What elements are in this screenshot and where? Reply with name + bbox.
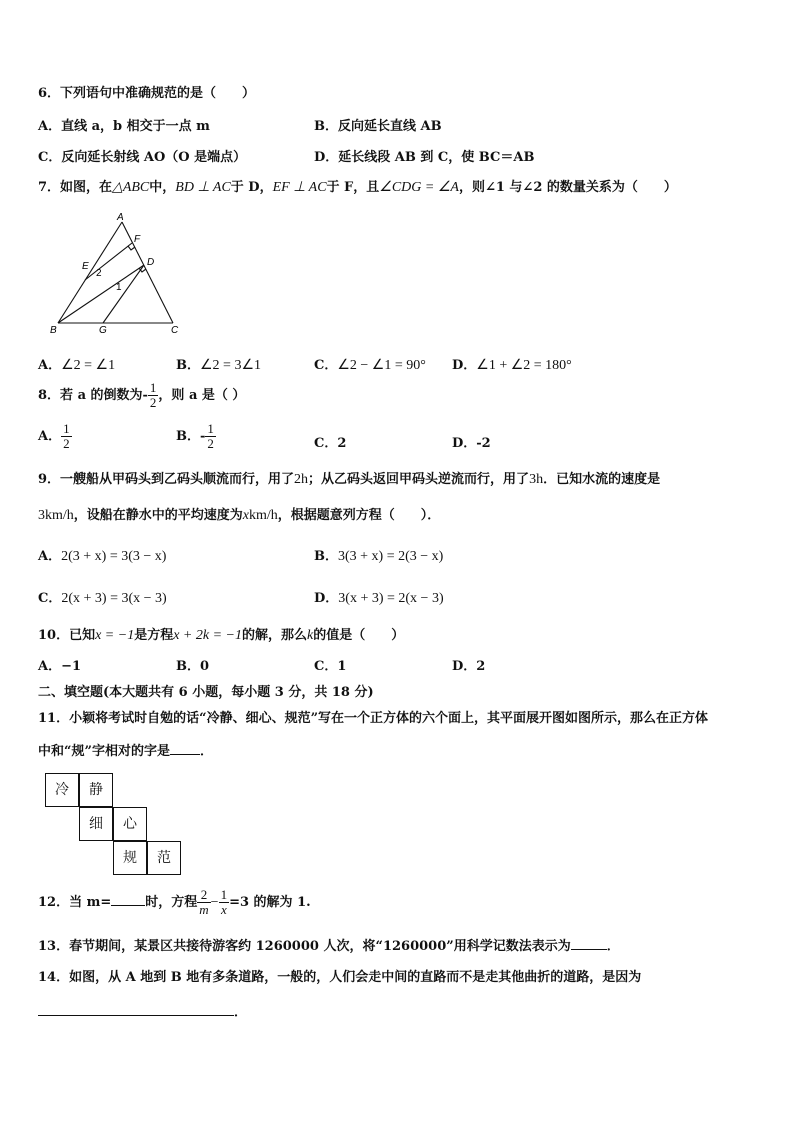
- q9-text-5: ，根据题意列方程（ ）．: [277, 508, 441, 523]
- q7-angle-cond: ∠CDG = ∠A: [379, 180, 459, 195]
- label-a: A: [117, 212, 124, 223]
- q6-option-c: C．反向延长射线 AO（O 是端点）: [38, 150, 247, 165]
- q10-equation: x + 2k = −1: [173, 628, 242, 643]
- q7-text-1: 7．如图，在: [38, 180, 113, 195]
- q8-option-a: [38, 422, 72, 451]
- q7-text-3: 于 D，: [230, 180, 273, 195]
- q7-b-math: ∠2 = 3∠1: [200, 358, 261, 373]
- q7-option-c: [314, 354, 426, 374]
- q7-triangle: △ABC: [112, 180, 150, 195]
- q9-stem-line1: [38, 468, 660, 488]
- q7-a-math: ∠2 = ∠1: [61, 358, 116, 373]
- q12-frac2-num: 1: [220, 887, 228, 902]
- segment-ef: [85, 243, 132, 280]
- q7-option-d: [452, 354, 572, 374]
- q9-time-2: 3h: [529, 472, 544, 487]
- label-b: B: [50, 325, 57, 336]
- q8-option-c: C．2: [314, 436, 347, 451]
- label-f: F: [134, 234, 141, 245]
- q10-cond: x = −1: [95, 628, 135, 643]
- q13-text-1: 13．春节期间，某景区共接待游客约 1260000 人次，将“1260000”用科学记数法表示为: [38, 939, 571, 954]
- section-2-heading: 二、填空题(本大题共有 6 小题，每小题 3 分，共 18 分): [38, 685, 374, 700]
- q11-text-b: ．: [199, 744, 213, 759]
- q8-text-1: 8．若 a 的倒数为-: [38, 388, 148, 403]
- q7-option-b: [176, 354, 261, 374]
- q10-option-a: A．−1: [38, 659, 82, 674]
- q8-a-letter: A．: [38, 429, 62, 444]
- q12-text-2: 时，方程: [145, 895, 198, 910]
- q8-text-2: ，则 a 是（ ）: [158, 388, 246, 403]
- q9-c-math: 2(x + 3) = 3(x − 3): [61, 591, 167, 606]
- q9-a-letter: A．: [38, 549, 62, 564]
- q10-option-d: D．2: [452, 659, 486, 674]
- net-cell-3: 细: [79, 807, 113, 841]
- q8-a-num: 1: [63, 421, 70, 436]
- q11-text-a: 中和“规”字相对的字是: [38, 744, 170, 759]
- q9-var: x: [242, 508, 250, 523]
- q7-option-a: [38, 354, 115, 374]
- q6-option-a: A．直线 a，b 相交于一点 m: [38, 119, 210, 134]
- q9-text-1: 9．一艘船从甲码头到乙码头顺流而行，用了: [38, 472, 295, 487]
- q9-text-4: ，设船在静水中的平均速度为: [73, 508, 243, 523]
- q7-text-4: 于 F，且: [326, 180, 380, 195]
- q8-b-fraction: [205, 422, 216, 451]
- label-e: E: [82, 261, 89, 272]
- q7-triangle-figure: [45, 208, 195, 338]
- q9-speed: 3km/h: [38, 508, 74, 523]
- q12-answer-blank[interactable]: [111, 905, 145, 906]
- net-cell-4: 心: [113, 807, 147, 841]
- q9-option-c: [38, 587, 167, 607]
- q7-c-letter: C．: [314, 358, 338, 373]
- q8-stem: [38, 381, 245, 410]
- side-ab: [58, 222, 122, 323]
- q8-frac-num: 1: [149, 380, 157, 395]
- q9-c-letter: C．: [38, 591, 62, 606]
- q12-text-3: =3 的解为 1.: [229, 895, 311, 910]
- q8-frac-den: 2: [149, 395, 157, 410]
- q9-option-b: [314, 545, 443, 565]
- q13-text-2: ．: [606, 939, 620, 954]
- q8-fraction: [148, 381, 159, 410]
- q10-text-3: 的解，那么: [242, 628, 308, 643]
- q7-text-2: 中，: [149, 180, 176, 195]
- q9-option-d: [314, 587, 444, 607]
- q14-stem-line2: [38, 1001, 247, 1020]
- q9-a-math: 2(3 + x) = 3(3 − x): [61, 549, 167, 564]
- q7-b-letter: B．: [176, 358, 200, 373]
- q14-answer-blank[interactable]: [38, 1015, 234, 1016]
- q7-bd-perp: BD ⊥ AC: [175, 180, 231, 195]
- q6-stem: 6．下列语句中准确规范的是（ ）: [38, 86, 256, 101]
- q9-d-letter: D．: [314, 591, 339, 606]
- q10-text-4: 的值是（ ）: [313, 628, 405, 643]
- segment-dg: [103, 265, 144, 323]
- q8-option-b: [176, 422, 216, 451]
- q9-time-1: 2h: [294, 472, 309, 487]
- q13-stem: [38, 935, 620, 954]
- q10-option-b: B．0: [176, 659, 210, 674]
- q9-text-2: ；从乙码头返回甲码头逆流而行，用了: [308, 472, 530, 487]
- q8-a-den: 2: [63, 436, 70, 451]
- q12-frac1-den: m: [199, 902, 209, 917]
- q14-text-end: ．: [234, 1005, 248, 1020]
- q9-unit: km/h: [249, 508, 278, 523]
- q8-b-den: 2: [207, 436, 214, 451]
- q12-minus: −: [210, 895, 219, 910]
- q6-option-d: D．延长线段 AB 到 C，使 BC＝AB: [314, 150, 535, 165]
- q8-a-fraction: [61, 422, 72, 451]
- q12-text-1: 12．当 m=: [38, 895, 112, 910]
- q12-fraction-2: [219, 888, 230, 917]
- side-ac: [122, 222, 173, 323]
- q11-stem-line1: 11．小颖将考试时自勉的话“冷静、细心、规范”写在一个正方体的六个面上，其平面展开图如图所示，那么在正方体: [38, 711, 709, 726]
- q7-text-5: ，则∠1 与∠2 的数量关系为（ ）: [458, 180, 677, 195]
- q13-answer-blank[interactable]: [571, 949, 607, 950]
- label-d: D: [147, 257, 155, 268]
- label-angle-1: 1: [116, 282, 122, 293]
- q9-option-a: [38, 545, 166, 565]
- q9-text-3: ．已知水流的速度是: [543, 472, 661, 487]
- q8-b-num: 1: [207, 421, 214, 436]
- q12-frac1-num: 2: [197, 888, 210, 903]
- q8-option-d: D．-2: [452, 436, 491, 451]
- label-angle-2: 2: [96, 268, 102, 279]
- q7-c-math: ∠2 − ∠1 = 90°: [337, 358, 426, 373]
- net-cell-6: 范: [147, 841, 181, 875]
- q12-fraction-1: [197, 888, 210, 917]
- q11-answer-blank[interactable]: [170, 754, 200, 755]
- label-c: C: [171, 325, 179, 336]
- q9-stem-line2: [38, 504, 440, 524]
- q7-ef-perp: EF ⊥ AC: [272, 180, 327, 195]
- q10-text-1: 10．已知: [38, 628, 96, 643]
- q14-stem-line1: 14．如图，从 A 地到 B 地有多条道路，一般的，人们会走中间的直路而不是走其他曲折的道路，是因为: [38, 970, 642, 985]
- q9-b-math: 3(3 + x) = 2(3 − x): [338, 549, 444, 564]
- q11-stem-line2: [38, 740, 213, 759]
- q10-text-2: 是方程: [134, 628, 174, 643]
- q12-frac2-den: x: [220, 902, 227, 917]
- q7-stem: [38, 176, 677, 196]
- q7-a-letter: A．: [38, 358, 62, 373]
- q7-d-math: ∠1 + ∠2 = 180°: [476, 358, 572, 373]
- label-g: G: [99, 325, 107, 336]
- net-cell-5: 规: [113, 841, 147, 875]
- net-cell-2: 静: [79, 773, 113, 807]
- q6-option-b: B．反向延长直线 AB: [314, 119, 442, 134]
- q10-k: k: [307, 628, 314, 643]
- q9-d-math: 3(x + 3) = 2(x − 3): [338, 591, 444, 606]
- q10-stem: [38, 624, 404, 644]
- q7-d-letter: D．: [452, 358, 477, 373]
- q9-b-letter: B．: [314, 549, 338, 564]
- q12-stem: [38, 888, 311, 917]
- q10-option-c: C．1: [314, 659, 347, 674]
- q8-b-letter: B．-: [176, 429, 206, 444]
- net-cell-1: 冷: [45, 773, 79, 807]
